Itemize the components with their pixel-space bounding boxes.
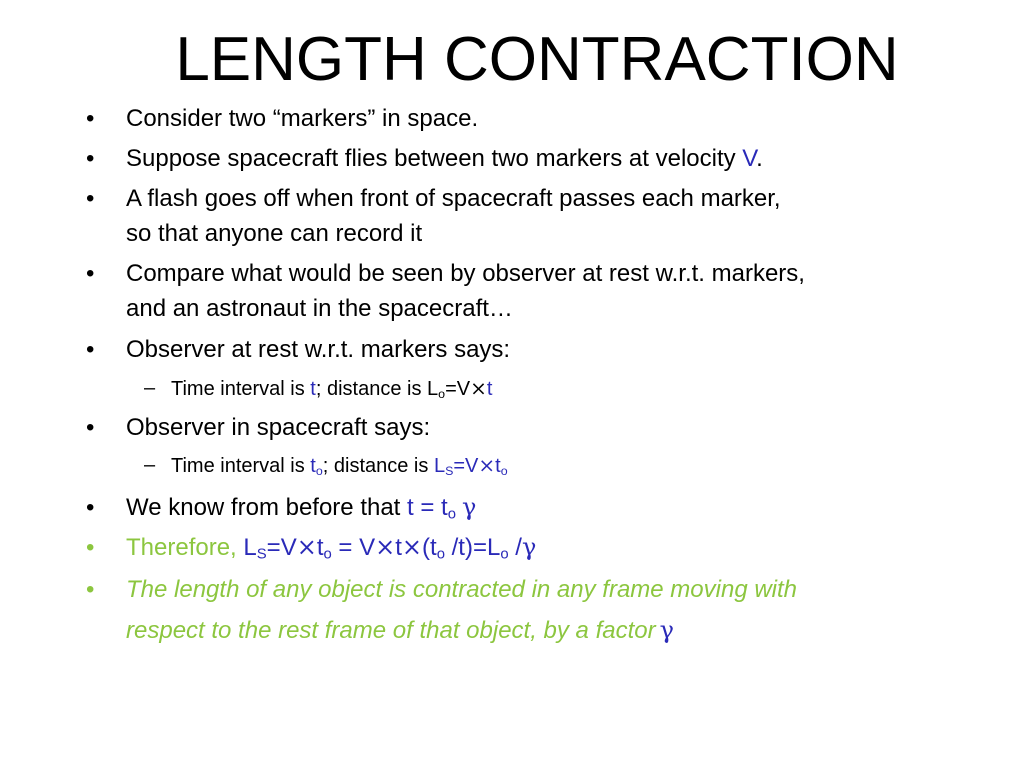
time-variable: t xyxy=(316,534,324,561)
equation-part: =V xyxy=(445,378,471,400)
sub-bullet-rest-interval xyxy=(144,374,931,403)
slide-title: LENGTH CONTRACTION xyxy=(175,25,899,94)
equation-part: = V xyxy=(331,534,376,561)
bullet-text-line2: so that anyone can record it xyxy=(126,220,423,247)
bullet-text: Observer at rest w.r.t. markers says: xyxy=(126,336,511,363)
bullet-compare xyxy=(86,256,946,326)
bullet-dot: • xyxy=(86,414,95,441)
times-symbol: × xyxy=(478,453,496,477)
subscript-o: o xyxy=(438,387,446,402)
bullet-period: . xyxy=(756,145,763,172)
bullet-conclusion xyxy=(86,570,946,651)
bullet-dot: • xyxy=(86,576,95,603)
bullet-dot: • xyxy=(86,185,95,212)
times-symbol: × xyxy=(470,376,487,400)
subscript-o: o xyxy=(436,546,445,563)
equation-part: =V xyxy=(266,534,297,561)
bullet-text-line1: The length of any object is contracted in any frame moving with xyxy=(126,576,798,603)
times-symbol: × xyxy=(375,533,396,561)
bullet-dot: • xyxy=(86,145,95,172)
bullet-consider-markers xyxy=(86,101,946,136)
equation-part: =V xyxy=(453,455,479,477)
sub-text: Time interval is xyxy=(171,378,311,400)
bullet-dot: • xyxy=(86,534,95,561)
sub-bullet-dash: – xyxy=(144,454,156,476)
time-variable: t xyxy=(495,455,501,477)
bullet-text: We know from before that xyxy=(126,494,408,521)
equation-part: (t xyxy=(422,534,437,561)
bullet-know-before xyxy=(86,490,946,525)
subscript-s: S xyxy=(256,546,267,563)
gamma-symbol: γ xyxy=(461,493,477,521)
subscript-o: o xyxy=(500,546,509,563)
gamma-symbol: γ xyxy=(659,616,674,644)
subscript-o: o xyxy=(315,464,323,479)
sub-bullet-spacecraft-interval xyxy=(144,451,931,480)
bullet-observer-rest xyxy=(86,332,946,367)
subscript-s: S xyxy=(445,464,454,479)
bullet-text: Observer in spacecraft says: xyxy=(126,414,431,441)
subscript-o: o xyxy=(323,546,332,563)
sub-text-mid: ; distance is xyxy=(322,455,434,477)
subscript-o: o xyxy=(447,506,456,523)
bullet-text-line2: and an astronaut in the spacecraft… xyxy=(126,295,513,322)
bullet-dot: • xyxy=(86,260,95,287)
equation-part: t = t xyxy=(407,494,448,521)
bullet-dot: • xyxy=(86,105,95,132)
bullet-dot: • xyxy=(86,336,95,363)
gamma-symbol: γ xyxy=(521,533,537,561)
bullet-text: Consider two “markers” in space. xyxy=(126,105,479,132)
bullet-flash xyxy=(86,181,946,251)
bullet-therefore xyxy=(86,530,946,565)
subscript-o: o xyxy=(500,464,508,479)
sub-bullet-dash: – xyxy=(144,377,156,399)
time-variable: t xyxy=(310,455,316,477)
length-variable: L xyxy=(433,455,446,477)
bullet-text: Therefore, xyxy=(126,534,244,561)
sub-text: Time interval is xyxy=(171,455,311,477)
time-variable: t xyxy=(486,378,493,400)
time-variable: t xyxy=(395,534,402,561)
bullet-text-line1: Compare what would be seen by observer at rest w.r.t. markers, xyxy=(126,260,805,287)
times-symbol: × xyxy=(296,533,317,561)
bullet-text-line2: respect to the rest frame of that object, by a factor xyxy=(126,617,656,644)
bullet-text: Suppose spacecraft flies between two markers at velocity xyxy=(126,145,743,172)
bullet-observer-spacecraft xyxy=(86,410,946,445)
velocity-variable: V xyxy=(742,145,757,172)
equation-part: / xyxy=(508,534,522,561)
equation-part: /t)=L xyxy=(444,534,501,561)
bullet-dot: • xyxy=(86,494,95,521)
time-variable: t xyxy=(310,378,316,400)
sub-text-mid: ; distance is L xyxy=(315,378,439,400)
length-variable: L xyxy=(243,534,257,561)
times-symbol: × xyxy=(401,533,423,561)
bullet-text-line1: A flash goes off when front of spacecraft passes each marker, xyxy=(126,185,781,212)
bullet-spacecraft-velocity xyxy=(86,141,946,176)
